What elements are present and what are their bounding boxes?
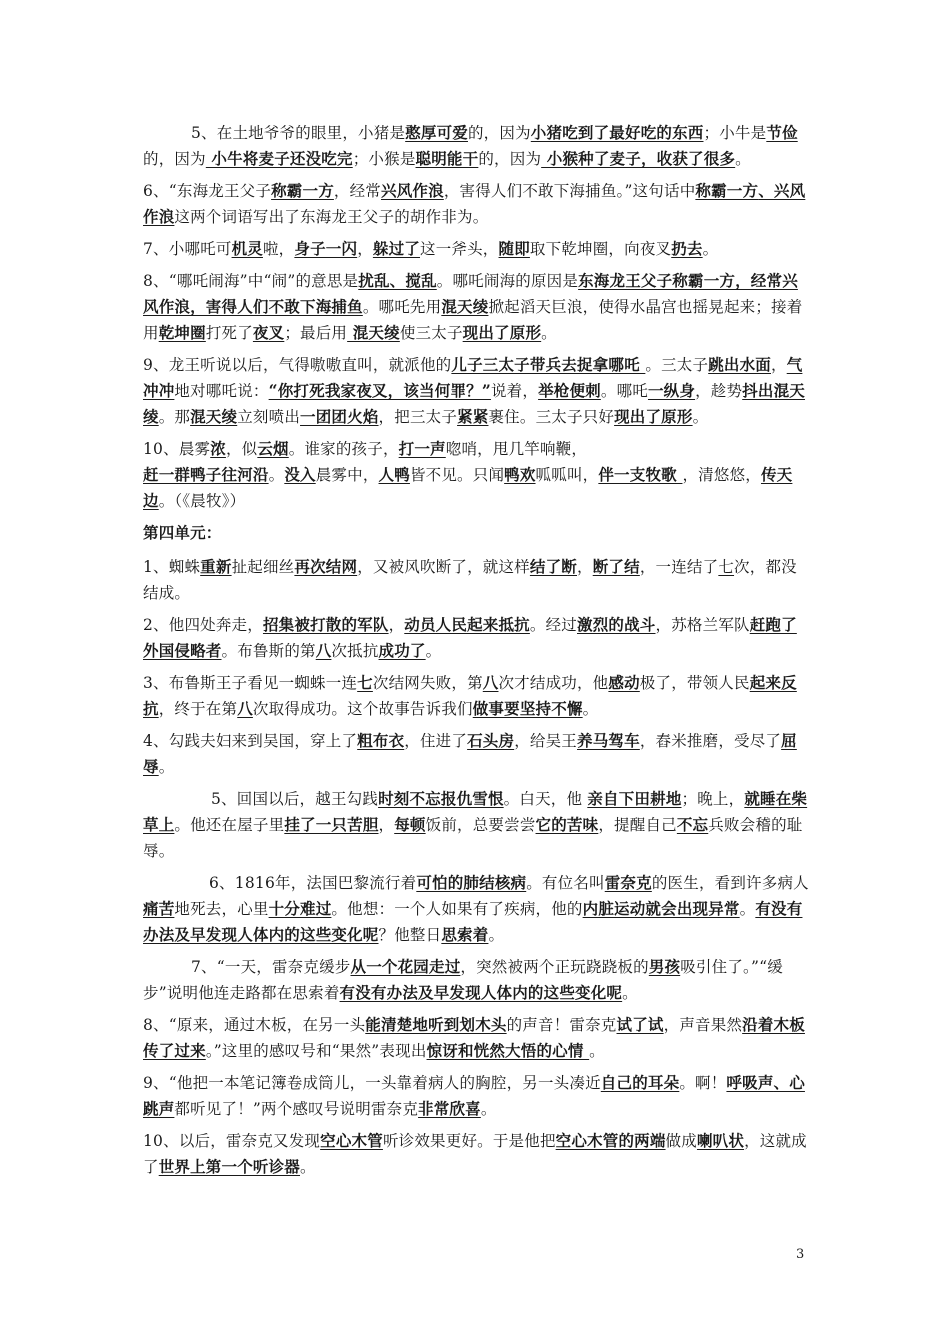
exercise-item: [143, 728, 811, 780]
answer-blank: 传天边: [143, 465, 793, 510]
item-text: 地对哪吒说：: [174, 382, 269, 400]
item-text: 裹住。三太子只好: [488, 408, 615, 426]
page-content: [143, 120, 811, 1186]
item-text: 。: [622, 984, 638, 1002]
answer-blank: 东海龙王父子称霸一方，经常兴风作浪，害得人们不敢下海捕鱼: [143, 271, 798, 316]
answer-blank: 不忘: [676, 815, 709, 834]
exercise-item: [143, 1012, 811, 1064]
answer-blank: 成功了: [378, 641, 426, 660]
answer-blank: 亲自下田耕地: [587, 789, 682, 808]
item-text: 。哪吒闹海的原因是: [436, 272, 579, 290]
item-text: 的，因为: [478, 150, 542, 168]
item-text: 。”这里的感叹号和“果然”表现出: [205, 1042, 427, 1060]
answer-blank: 、兴风作浪: [143, 181, 806, 226]
answer-blank: 重新: [200, 557, 232, 576]
item-text: ，: [378, 816, 395, 834]
item-text: 。啊！: [679, 1074, 727, 1092]
exercise-item: [143, 268, 811, 346]
answer-blank: 断了结: [592, 557, 640, 576]
item-text: 。: [589, 1042, 605, 1060]
item-text: 。: [268, 466, 285, 484]
item-text: ，清悠悠，: [682, 466, 761, 484]
item-text: 。: [692, 408, 709, 426]
unit4-heading: 第四单元：: [143, 523, 222, 542]
answer-blank: 现出了原形: [462, 323, 542, 342]
item-text: 次才结成功，他: [498, 674, 609, 692]
item-text: ，提醒自己: [598, 816, 677, 834]
answer-blank: 八: [315, 641, 332, 660]
exercise-item: [143, 236, 811, 262]
answer-blank: 小牛将麦子还没吃完: [205, 149, 353, 168]
answer-blank: 随即: [498, 239, 530, 258]
item-text: 5、回国以后，越王勾践: [211, 790, 379, 808]
answer-blank: 夜叉: [252, 323, 285, 342]
item-text: 。: [480, 1100, 497, 1118]
item-text: ，声音果然: [663, 1016, 743, 1034]
item-text: 吸引住了。”“缓步”说明他连走路都在思索着: [143, 958, 783, 1002]
answer-blank: 有没有办法及早发现人体内的这些变化呢: [143, 899, 803, 944]
answer-blank: 内脏运动就会出现异常: [582, 899, 740, 918]
answer-blank: 紧紧: [457, 407, 489, 426]
item-text: ，住进了: [404, 732, 468, 750]
item-text: 。: [582, 700, 599, 718]
item-text: 4、勾践夫妇来到吴国，穿上了: [143, 732, 358, 750]
answer-blank: 躲过了: [372, 239, 420, 258]
exercise-item: [143, 436, 811, 514]
answer-blank: 再次结网: [294, 557, 358, 576]
item-text: 做成: [665, 1132, 697, 1150]
item-text: 地死去，心里: [174, 900, 269, 918]
item-text: ，舂米推磨，受尽了: [639, 732, 782, 750]
answer-blank: 呼吸声: [726, 1073, 774, 1092]
answer-blank: 气冲冲: [143, 355, 803, 400]
item-text: 兵败会稽的耻辱。: [143, 816, 803, 860]
answer-blank: 兴风作浪: [381, 181, 444, 200]
item-text: ；晚上，: [681, 790, 745, 808]
item-text: 饭前，总要尝尝: [425, 816, 536, 834]
answer-blank: 赶跑了外国侵略者: [143, 615, 797, 660]
item-text: 2、他四处奔走，: [143, 616, 263, 634]
exercise-item: [143, 1070, 811, 1122]
item-text: 说着，: [490, 382, 539, 400]
answer-blank: 身子一闪: [294, 239, 358, 258]
item-text: 。谁家的孩子，: [288, 440, 399, 458]
item-text: 皆不见。只闻: [409, 466, 505, 484]
answer-blank: 聪明能干: [415, 149, 479, 168]
answer-blank: 试了试: [616, 1015, 664, 1034]
answer-blank: 自己的耳朵: [600, 1073, 680, 1092]
item-text: 次结网失败，第: [372, 674, 483, 692]
item-text: 的医生，看到许多病人: [651, 874, 809, 892]
answer-blank: 憨厚可爱: [405, 123, 468, 142]
answer-blank: 一纵身: [647, 381, 696, 400]
item-text: 这一斧头，: [420, 240, 499, 258]
item-text: 。经过: [529, 616, 577, 634]
answer-blank: 称霸一方: [695, 181, 759, 200]
item-text: 。: [739, 900, 756, 918]
exercise-item: [143, 612, 811, 664]
answer-blank: 人鸭: [378, 465, 410, 484]
answer-blank: 有没有办法及早发现人体内的这些变化呢: [339, 983, 623, 1002]
answer-blank: 抖出混天绫: [143, 381, 806, 426]
answer-blank: 时刻不忘报仇雪恨: [378, 789, 504, 808]
answer-blank: 打一声: [398, 439, 446, 458]
item-text: 的声音！雷奈克: [506, 1016, 617, 1034]
item-text: 8、“哪吒闹海”中“闹”的意思是: [143, 272, 359, 290]
item-text: 次取得成功。这个故事告诉我们: [252, 700, 473, 718]
item-text: ，这就成了: [143, 1132, 807, 1176]
item-text: 。三太子: [645, 356, 709, 374]
item-text: 3、布鲁斯王子看见一蜘蛛一连: [143, 674, 358, 692]
answer-blank: 养马驾车: [577, 731, 640, 750]
item-text: 。: [735, 150, 751, 168]
item-text: 9、“他把一本笔记簿卷成筒儿，一头靠着病人的胸腔，另一头凑近: [143, 1074, 601, 1092]
item-text: 晨雾中，: [315, 466, 379, 484]
answer-blank: 节俭: [766, 123, 798, 142]
answer-blank: 小猴种了麦子，收获了很多: [541, 149, 736, 168]
answer-blank: 起来反抗: [143, 673, 797, 718]
item-text: 。: [300, 1158, 316, 1176]
item-text: ？他整日: [378, 926, 442, 944]
item-text: ，终于在第: [158, 700, 238, 718]
exercise-item: [143, 954, 811, 1006]
answer-blank: 浓: [210, 439, 226, 458]
answer-blank: 鸭欢: [504, 465, 536, 484]
item-text: 这两个词语写出了东海龙王父子的胡作非为。: [174, 208, 489, 226]
item-text: 扯起细丝: [231, 558, 295, 576]
answer-blank: 没入: [284, 465, 316, 484]
item-text: ，突然被两个正玩跷跷板的: [460, 958, 649, 976]
item-text: 掀起滔天巨浪，使得水晶宫也摇晃起来；接着用: [143, 298, 803, 342]
answer-blank: 喇叭状: [696, 1131, 745, 1150]
item-text: 唿哨，甩几竿响鞭，: [445, 440, 588, 458]
exercise-item: [143, 670, 811, 722]
answer-blank: 乾坤圈: [158, 323, 206, 342]
item-text: 。有位名叫: [526, 874, 605, 892]
item-text: ，把三太子: [378, 408, 458, 426]
answer-blank: 混天绫: [190, 407, 238, 426]
answer-blank: 激烈的战斗: [577, 615, 656, 634]
answer-blank: 痛苦: [143, 899, 175, 918]
answer-blank: 现出了原形: [614, 407, 693, 426]
answer-blank: 小猪吃到了最好吃的东西: [530, 123, 704, 142]
answer-blank: 每顿: [394, 815, 426, 834]
item-text: 。他还在屋子里: [174, 816, 285, 834]
item-text: 。布鲁斯的第: [221, 642, 316, 660]
answer-blank: 扰乱、搅乱: [358, 271, 437, 290]
item-text: 5、在土地爷爷的眼里，小猪是: [191, 124, 406, 142]
item-text: 1、蜘蛛: [143, 558, 201, 576]
answer-blank: 雷奈克: [604, 873, 652, 892]
answer-blank: 八: [482, 673, 499, 692]
item-text: 。哪吒先用: [362, 298, 442, 316]
item-text: 次，都没结成。: [143, 558, 797, 602]
item-text: 打死了: [205, 324, 253, 342]
answer-blank: 世界上第一个听诊器: [158, 1157, 301, 1176]
item-text: 。: [541, 324, 557, 342]
answer-blank: 非常欣喜: [418, 1099, 481, 1118]
answer-blank: 它的苦味: [535, 815, 599, 834]
item-text: 。白天，他: [503, 790, 588, 808]
item-text: 6、1816年，法国巴黎流行着: [209, 874, 417, 892]
answer-blank: 就睡在柴草上: [143, 789, 808, 834]
item-text: 9、龙王听说以后，气得嗷嗷直叫，就派他的: [143, 356, 452, 374]
item-text: ；最后用: [284, 324, 348, 342]
answer-blank: 八: [237, 699, 253, 718]
exercise-item: [143, 352, 811, 430]
answer-blank: 男孩: [648, 957, 681, 976]
answer-blank: 粗布衣: [357, 731, 405, 750]
item-text: ，一连结了: [639, 558, 719, 576]
answer-blank: 混天绫: [441, 297, 489, 316]
answer-blank: 从一个花园走过: [350, 957, 461, 976]
answer-blank: 结了断: [529, 557, 578, 576]
item-text: ，: [388, 616, 405, 634]
answer-blank: 一团团火焰: [300, 407, 379, 426]
item-text: 次抵抗: [331, 642, 379, 660]
answer-blank: 做事要坚持不懈: [472, 699, 583, 718]
exercise-item: [143, 870, 811, 948]
item-text: 取下乾坤圈，向夜叉: [529, 240, 672, 258]
item-text: 立刻喷出: [237, 408, 301, 426]
answer-blank: 十分难过: [268, 899, 332, 918]
answer-blank: 可怕的肺结核病: [416, 873, 527, 892]
answer-blank: 能清楚地听到划木头: [365, 1015, 507, 1034]
item-text: 啦，: [262, 240, 295, 258]
exercise-item: [143, 1128, 811, 1180]
item-text: 。（《晨牧》）: [158, 492, 246, 510]
item-text: ，: [357, 240, 373, 258]
item-text: ；小牛是: [703, 124, 767, 142]
item-text: ，又被风吹断了，就这样: [357, 558, 530, 576]
item-text: ，害得人们不敢下海捕鱼。”这句话中: [443, 182, 696, 200]
item-text: 。他想：一个人如果有了疾病，他的: [331, 900, 583, 918]
item-text: ，似: [225, 440, 258, 458]
answer-blank: 屈辱: [143, 731, 797, 776]
item-text: ，: [771, 356, 787, 374]
unit3-section: [143, 120, 811, 514]
item-text: 听诊效果更好。于是他把: [382, 1132, 556, 1150]
item-text: 使三太子: [399, 324, 463, 342]
item-text: 的，因为: [143, 150, 206, 168]
answer-blank: 动员人民起来抵抗: [404, 615, 530, 634]
item-text: 10、晨雾: [143, 440, 211, 458]
answer-blank: 七: [357, 673, 373, 692]
item-text: ，: [577, 558, 593, 576]
answer-blank: 云烟: [257, 439, 289, 458]
answer-blank: 感动: [608, 673, 640, 692]
answer-blank: 思索着: [441, 925, 489, 944]
item-text: 。: [425, 642, 442, 660]
exercise-item: [143, 120, 811, 172]
answer-blank: 称霸一方: [271, 181, 334, 200]
item-text: 6、“东海龙王父子: [143, 182, 272, 200]
item-text: 7、小哪吒可: [143, 240, 232, 258]
answer-blank: 招集被打散的军队: [262, 615, 389, 634]
answer-blank: 空心木管: [320, 1131, 383, 1150]
answer-blank: 七: [718, 558, 735, 576]
answer-blank: 伴一支牧歌: [598, 465, 683, 484]
item-text: ，给吴王: [514, 732, 578, 750]
item-text: ，趁势: [695, 382, 743, 400]
answer-blank: 扔去: [671, 239, 703, 258]
answer-blank: 赶一群鸭子往河沿: [143, 465, 269, 484]
item-text: 呱呱叫，: [535, 466, 599, 484]
answer-blank: 跳出水面: [708, 355, 771, 374]
item-text: 。: [702, 240, 719, 258]
answer-blank: 机灵: [231, 239, 263, 258]
answer-blank: 儿子三太子带兵去捉拿哪吒: [451, 355, 646, 374]
item-text: ，苏格兰军队: [655, 616, 750, 634]
answer-blank: 、心跳声: [143, 1073, 805, 1118]
item-text: 。哪吒: [600, 382, 648, 400]
item-text: 。那: [158, 408, 191, 426]
item-text: 极了，带领人民: [639, 674, 750, 692]
answer-blank: “你打死我家夜叉，该当何罪？”: [268, 381, 491, 400]
answer-blank: 石头房: [467, 731, 515, 750]
item-text: 7、“一天，雷奈克缓步: [191, 958, 351, 976]
exercise-item: [143, 554, 811, 606]
item-text: ，经常: [333, 182, 382, 200]
answer-blank: 混天绫: [347, 323, 400, 342]
item-text: 都听见了！”两个感叹号说明雷奈克: [174, 1100, 419, 1118]
exercise-item: [143, 178, 811, 230]
unit4-section: [143, 554, 811, 1180]
exercise-item: [143, 786, 811, 864]
answer-blank: 惊讶和恍然大悟的心情: [426, 1041, 590, 1060]
item-text: ；小猴是: [352, 150, 416, 168]
answer-blank: 挂了一只苦胆: [284, 815, 379, 834]
item-text: 。: [488, 926, 505, 944]
item-text: 。: [158, 758, 175, 776]
item-text: 8、“原来，通过木板，在另一头: [143, 1016, 366, 1034]
page-number: 3: [796, 1247, 805, 1262]
item-text: 10、以后，雷奈克又发现: [143, 1132, 321, 1150]
answer-blank: 沿着木板传了过来: [143, 1015, 805, 1060]
item-text: 的，因为: [467, 124, 531, 142]
answer-blank: 空心木管的两端: [555, 1131, 666, 1150]
answer-blank: 举枪便刺: [538, 381, 601, 400]
